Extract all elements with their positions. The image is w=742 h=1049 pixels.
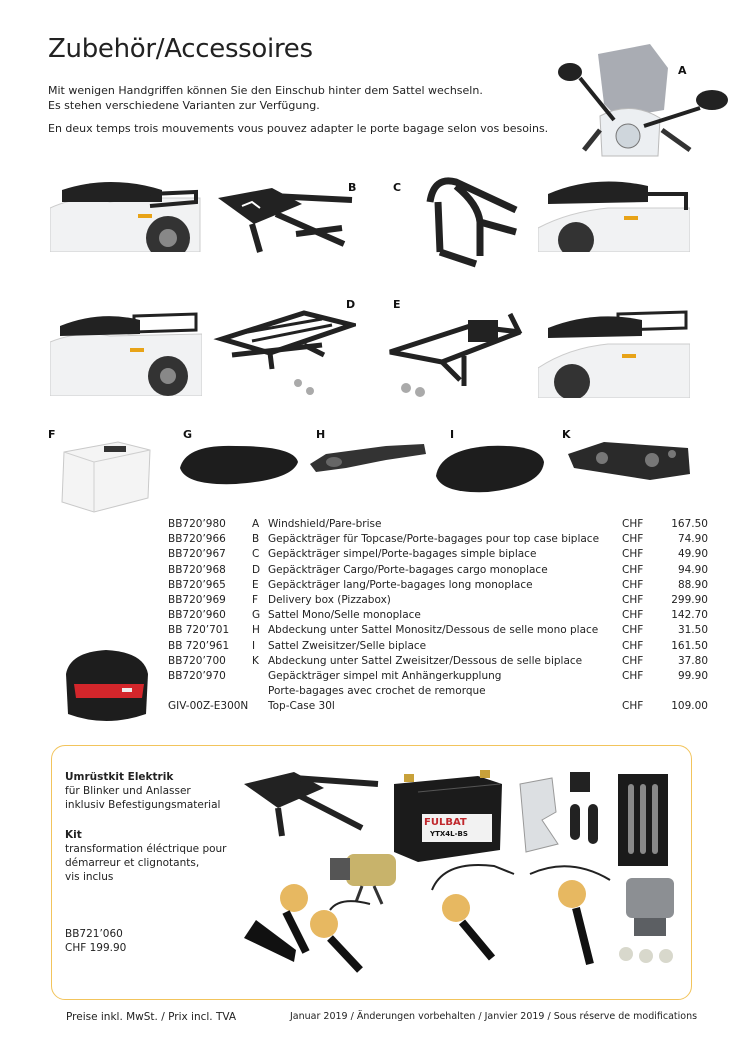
product-price: 88.90 xyxy=(677,578,708,591)
product-desc: Abdeckung unter Sattel Zweisitzer/Dessous de selle biplace xyxy=(268,654,583,667)
turn-signal-3-image xyxy=(414,850,524,966)
product-letter: C xyxy=(252,548,260,561)
intro-de-line1: Mit wenigen Handgriffen können Sie den Einschub hinter dem Sattel wechseln. xyxy=(48,84,483,97)
product-letter: K xyxy=(252,654,259,667)
scooter-rack-e-image xyxy=(538,298,690,398)
price-row xyxy=(168,624,708,639)
product-desc: Delivery box (Pizzabox) xyxy=(268,593,391,606)
product-price xyxy=(662,685,708,700)
price-row xyxy=(168,579,708,594)
product-code: BB720’700 xyxy=(168,654,226,667)
product-price: 167.50 xyxy=(671,518,708,530)
product-code: BB720’980 xyxy=(168,518,226,530)
label-b: B xyxy=(348,181,357,194)
product-currency: CHF xyxy=(622,563,644,576)
label-k: K xyxy=(562,428,571,441)
price-row xyxy=(168,655,708,670)
product-letter xyxy=(252,700,268,715)
product-price: 37.80 xyxy=(677,654,708,667)
product-desc: Windshield/Pare-brise xyxy=(268,518,382,530)
price-row xyxy=(168,640,708,655)
product-letter: D xyxy=(252,563,261,576)
label-i: I xyxy=(450,428,455,441)
product-code: BB720’966 xyxy=(168,533,226,546)
product-price: 161.50 xyxy=(671,639,708,652)
product-desc: Gepäckträger für Topcase/Porte-bagages pour top case biplace xyxy=(268,533,600,546)
rubber-mat-image xyxy=(616,772,670,868)
product-code: BB720’967 xyxy=(168,548,226,561)
product-price: 49.90 xyxy=(677,548,708,561)
kit-fr-line3: vis inclus xyxy=(65,871,114,883)
product-desc: Top-Case 30l xyxy=(268,700,335,713)
kit-fr-line2: démarreur et clignotants, xyxy=(65,857,200,869)
product-currency: CHF xyxy=(622,700,644,713)
label-d: D xyxy=(346,298,356,311)
product-desc: Gepäckträger simpel/Porte-bagages simple biplace xyxy=(268,548,537,561)
seat-biplace-image xyxy=(432,440,548,498)
product-letter: B xyxy=(252,533,260,546)
product-code: BB 720’701 xyxy=(168,624,230,637)
product-desc: Gepäckträger simpel mit Anhängerkupplung xyxy=(268,669,502,682)
relay-parts-image xyxy=(512,772,612,858)
product-letter: A xyxy=(252,518,260,530)
turn-signal-2-image xyxy=(300,900,410,980)
label-h: H xyxy=(316,428,326,441)
product-currency: CHF xyxy=(622,518,644,530)
product-currency: CHF xyxy=(622,639,644,652)
kit-rack-image xyxy=(238,766,386,840)
kit-fr-line1: transformation éléctrique pour xyxy=(65,843,227,855)
windshield-image xyxy=(540,38,730,158)
intro-fr: En deux temps trois mouvements vous pouvez adapter le porte bagage selon vos besoins. xyxy=(48,122,549,135)
product-desc: Porte-bagages avec crochet de remorque xyxy=(268,685,486,698)
label-f: F xyxy=(48,428,56,441)
top-case-image xyxy=(60,644,152,730)
product-currency: CHF xyxy=(622,609,644,622)
product-price: 109.00 xyxy=(671,700,708,713)
product-desc: Gepäckträger Cargo/Porte-bagages cargo monoplace xyxy=(268,563,548,576)
product-code: BB720’960 xyxy=(168,609,226,622)
seat-mono-image xyxy=(176,440,302,490)
product-desc: Sattel Zweisitzer/Selle biplace xyxy=(268,639,427,652)
price-table xyxy=(168,518,708,715)
scooter-rack-b-image xyxy=(50,168,202,252)
product-desc: Abdeckung unter Sattel Monositz/Dessous de selle mono place xyxy=(268,624,599,637)
scooter-rack-c-image xyxy=(538,172,690,252)
product-code: BB 720’961 xyxy=(168,639,230,652)
product-currency: CHF xyxy=(622,548,644,561)
product-code: GIV-00Z-E300N xyxy=(168,700,249,713)
product-code: BB720’968 xyxy=(168,563,226,576)
price-row xyxy=(168,594,708,609)
price-row xyxy=(168,685,708,700)
product-code: BB720’969 xyxy=(168,593,226,606)
rack-d-image xyxy=(212,305,356,405)
turn-signal-4-image xyxy=(520,856,616,972)
product-price: 31.50 xyxy=(677,624,708,637)
product-price: 299.90 xyxy=(671,593,708,606)
product-currency xyxy=(622,685,662,700)
product-desc: Gepäckträger lang/Porte-bagages long monoplace xyxy=(268,578,533,591)
label-a: A xyxy=(678,64,687,77)
kit-de-line2: inklusiv Befestigungsmaterial xyxy=(65,799,221,811)
label-g: G xyxy=(183,428,193,441)
product-code xyxy=(168,685,252,700)
product-price: 99.90 xyxy=(677,669,708,682)
price-row xyxy=(168,548,708,563)
footer-date-note: Januar 2019 / Änderungen vorbehalten / Janvier 2019 / Sous réserve de modifications xyxy=(290,1011,698,1022)
price-row xyxy=(168,670,708,685)
footer-price-note: Preise inkl. MwSt. / Prix incl. TVA xyxy=(66,1011,237,1023)
product-currency: CHF xyxy=(622,654,644,667)
product-letter: E xyxy=(252,578,259,591)
product-currency: CHF xyxy=(622,533,644,546)
product-letter: I xyxy=(252,639,256,652)
rack-c-image xyxy=(416,172,528,272)
product-letter: F xyxy=(252,593,259,606)
price-row xyxy=(168,533,708,548)
product-letter: G xyxy=(252,609,261,622)
kit-price: CHF 199.90 xyxy=(65,942,127,954)
label-c: C xyxy=(393,181,402,194)
product-currency: CHF xyxy=(622,593,644,606)
rack-e-image xyxy=(380,306,526,406)
product-code: BB720’970 xyxy=(168,669,226,682)
label-e: E xyxy=(393,298,401,311)
under-seat-mono-image xyxy=(306,438,430,478)
price-row xyxy=(168,518,708,533)
product-letter: H xyxy=(252,624,260,637)
product-desc: Sattel Mono/Selle monoplace xyxy=(268,609,421,622)
kit-de-line1: für Blinker und Anlasser xyxy=(65,785,191,797)
under-seat-biplace-image xyxy=(564,438,692,484)
product-price: 74.90 xyxy=(677,533,708,546)
kit-title-de: Umrüstkit Elektrik xyxy=(65,771,174,783)
price-row xyxy=(168,700,708,715)
battery-model-label: YTX4L-BS xyxy=(430,830,468,838)
price-row xyxy=(168,564,708,579)
product-letter xyxy=(252,670,268,685)
price-row xyxy=(168,609,708,624)
rack-b-image xyxy=(212,182,360,256)
page-title: Zubehör/Accessoires xyxy=(48,34,313,64)
scooter-rack-d-image xyxy=(50,300,202,396)
starter-gear-image xyxy=(616,868,688,968)
kit-title-fr: Kit xyxy=(65,829,82,841)
product-currency: CHF xyxy=(622,578,644,591)
product-code: BB720’965 xyxy=(168,578,226,591)
kit-code: BB721’060 xyxy=(65,928,123,940)
delivery-box-image xyxy=(58,436,154,516)
intro-de-line2: Es stehen verschiedene Varianten zur Verfügung. xyxy=(48,99,320,112)
product-currency: CHF xyxy=(622,669,644,682)
product-price: 142.70 xyxy=(671,609,708,622)
battery-brand-label: FULBAT xyxy=(424,817,467,828)
product-letter xyxy=(252,685,268,700)
product-price: 94.90 xyxy=(677,563,708,576)
product-currency: CHF xyxy=(622,624,644,637)
